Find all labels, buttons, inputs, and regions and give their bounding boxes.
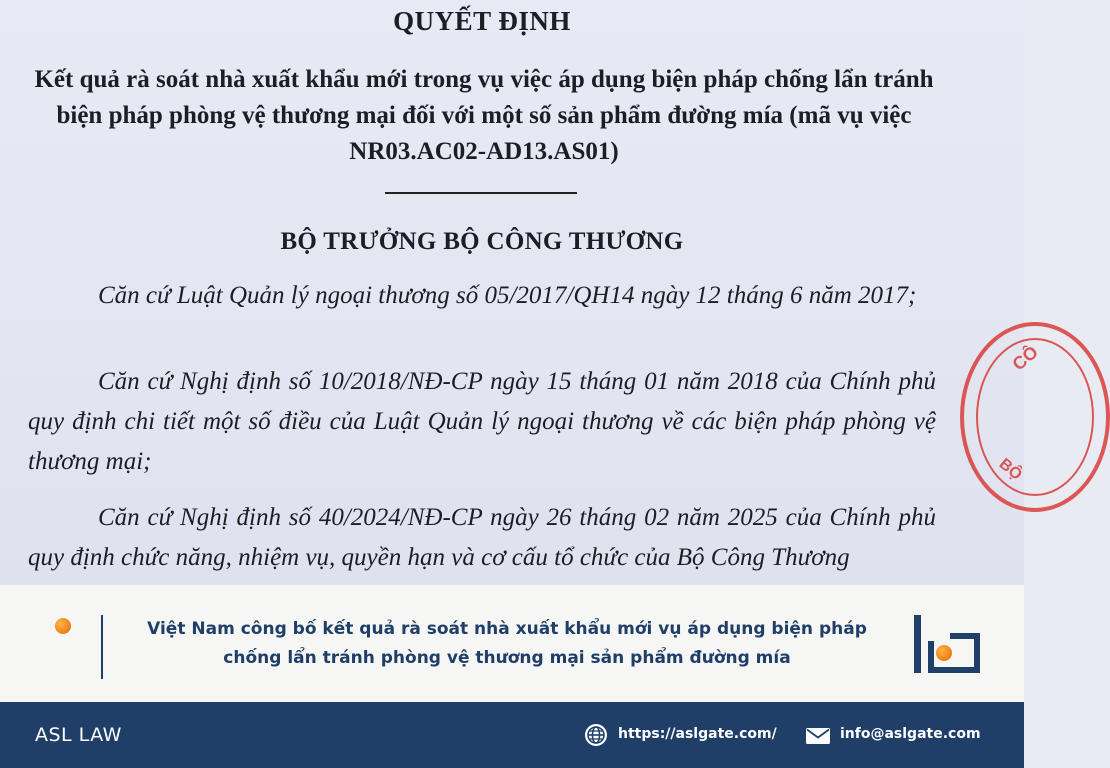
envelope-icon <box>806 728 830 744</box>
red-seal-stamp: CÔ BỘ <box>960 322 1110 512</box>
globe-icon <box>584 723 608 747</box>
email-link[interactable]: info@aslgate.com <box>840 726 981 742</box>
document-title: QUYẾT ĐỊNH <box>393 6 571 36</box>
website-link[interactable]: https://aslgate.com/ <box>618 726 777 742</box>
asl-logo <box>914 615 984 675</box>
document-authority: BỘ TRƯỞNG BỘ CÔNG THƯƠNG <box>280 228 684 255</box>
footer-bar <box>0 702 1024 768</box>
orange-dot-icon <box>55 618 71 634</box>
caption-band <box>0 585 1024 702</box>
legal-basis-paragraph: Căn cứ Luật Quản lý ngoại thương số 05/2017/QH14 ngày 12 tháng 6 năm 2017; <box>98 282 917 309</box>
brand-name: ASL LAW <box>35 724 122 746</box>
article-headline: Việt Nam công bố kết quả rà soát nhà xuất khẩu mới vụ áp dụng biện pháp chống lẩn tránh phòng vệ thương mại sản phẩm đường mía <box>147 619 867 668</box>
title-divider <box>385 192 577 194</box>
document-subject: Kết quả rà soát nhà xuất khẩu mới trong vụ việc áp dụng biện pháp chống lẩn tránh biện pháp phòng vệ thương mại đối với một số sản phẩm đường mía (mã vụ việc NR03.AC02-AD13.AS01) <box>34 66 934 165</box>
legal-basis-paragraph: Căn cứ Nghị định số 40/2024/NĐ-CP ngày 26 tháng 02 năm 2025 của Chính phủ quy định chức năng, nhiệm vụ, quyền hạn và cơ cấu tổ chức của Bộ Công Thương <box>28 504 936 571</box>
caption-divider <box>101 615 103 679</box>
legal-basis-paragraph: Căn cứ Nghị định số 10/2018/NĐ-CP ngày 15 tháng 01 năm 2018 của Chính phủ quy định chi tiết một số điều của Luật Quản lý ngoại thương về các biện pháp phòng vệ thương mại; <box>28 368 936 475</box>
